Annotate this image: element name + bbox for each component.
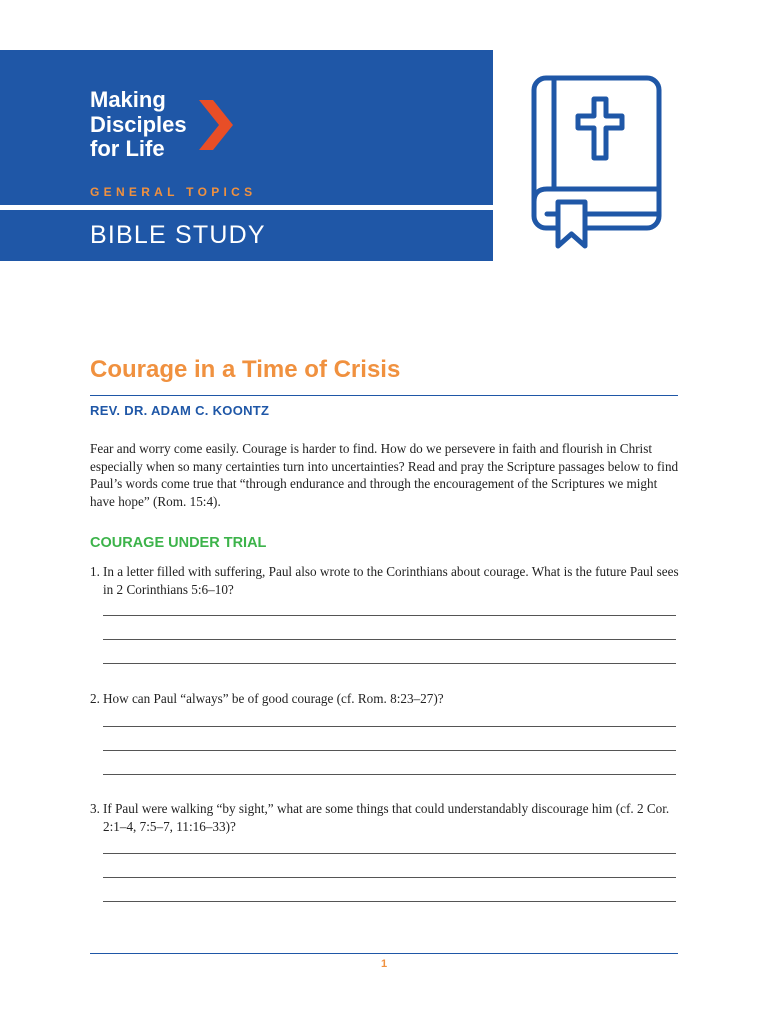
answer-line[interactable] [103, 901, 676, 902]
answer-line[interactable] [103, 853, 676, 854]
question-text: If Paul were walking “by sight,” what are some things that could understandably discourage him (cf. 2 Cor. 2:1–4, 7:5–7, 11:16–33)? [103, 801, 670, 834]
question-item [90, 800, 680, 835]
page-number: 1 [380, 958, 388, 970]
question-item [90, 563, 680, 598]
brand-line: Disciples [90, 111, 187, 137]
answer-line[interactable] [103, 726, 676, 727]
brand-line: for Life [90, 136, 165, 161]
question-text: In a letter filled with suffering, Paul also wrote to the Corinthians about courage. What is the future Paul sees in 2 Corinthians 5:6–10? [103, 564, 679, 597]
question-number: 2. [90, 691, 100, 706]
brand-logo-text [90, 88, 187, 162]
answer-line[interactable] [103, 774, 676, 775]
header-banner [0, 50, 493, 205]
answer-line[interactable] [103, 877, 676, 878]
brand-line: Making [90, 87, 166, 112]
question-item [90, 690, 680, 708]
author-name: REV. DR. ADAM C. KOONTZ [90, 403, 270, 418]
bible-cross-icon [525, 72, 670, 254]
question-text: How can Paul “always” be of good courage (cf. Rom. 8:23–27)? [103, 691, 444, 706]
answer-line[interactable] [103, 639, 676, 640]
question-number: 3. [90, 801, 100, 816]
answer-line[interactable] [103, 663, 676, 664]
topic-label: GENERAL TOPICS [90, 185, 257, 199]
doc-type-title: BIBLE STUDY [90, 221, 266, 249]
answer-line[interactable] [103, 750, 676, 751]
title-divider [90, 395, 678, 396]
section-heading: COURAGE UNDER TRIAL [90, 535, 267, 551]
page-title: Courage in a Time of Crisis [90, 356, 401, 383]
answer-line[interactable] [103, 615, 676, 616]
question-number: 1. [90, 564, 100, 579]
footer-divider [90, 953, 678, 954]
chevron-right-icon [197, 98, 237, 152]
intro-paragraph: Fear and worry come easily. Courage is harder to find. How do we persevere in faith and flourish in Christ especially when so many certainties turn into uncertainties? Read and pray the Scripture passages below to find Paul’s words come true that “through endurance and through the encouragement of the Scriptures we might have hope” (Rom. 15:4). [90, 441, 679, 509]
